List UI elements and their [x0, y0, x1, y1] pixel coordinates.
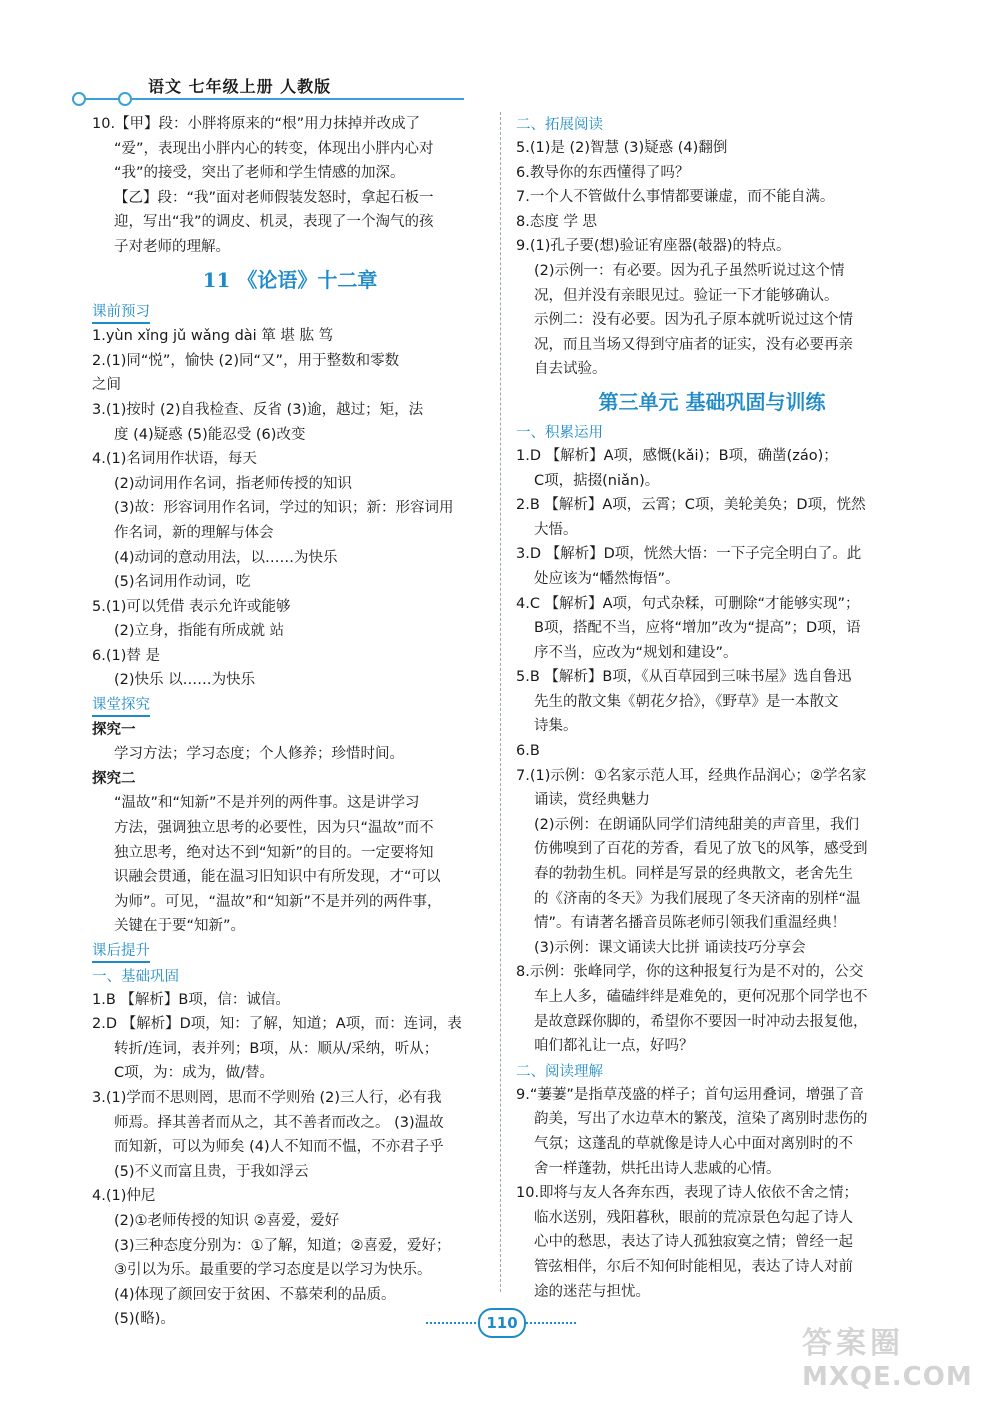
text-line: 3.D 【解析】D项，恍然大悟：一下子完全明白了。此 [516, 546, 862, 563]
chapter-title: 11 《论语》十二章 [202, 267, 378, 292]
left-column [92, 112, 488, 1332]
text-line: 心中的愁思，表达了诗人孤独寂寞之情；曾经一起 [534, 1234, 853, 1251]
text-line: (2)动词用作名词，指老师传授的知识 [114, 475, 353, 492]
text-line: 况，而且当场又得到守庙者的证实，没有必要再亲 [534, 336, 853, 353]
text-line: 春的勃勃生机。同样是写景的经典散文，老舍先生 [534, 866, 853, 883]
text-line: 6.(1)替 是 [92, 647, 160, 664]
text-line: 临水送别，残阳暮秋，眼前的荒凉景色勾起了诗人 [534, 1209, 853, 1226]
text-line: “温故”和“知新”不是并列的两件事。这是讲学习 [114, 795, 420, 812]
header-dot-icon [118, 92, 132, 106]
text-line: (2)快乐 以……为快乐 [114, 672, 256, 689]
text-line: 3.(1)学而不思则罔，思而不学则殆 (2)三人行，必有我 [92, 1089, 442, 1106]
text-line: 示例二：没有必要。因为孔子原本就听说过这个情 [534, 312, 853, 329]
text-line: 转折/连词，表并列；B项，从：顺从/采纳，听从； [114, 1040, 439, 1057]
text-line: (3)故：形容词用作名词，学过的知识；新：形容词用 [114, 500, 454, 517]
text-line: 诵读，赏经典魅力 [534, 792, 650, 809]
text-line: 仿佛嗅到了百花的芳香，看见了放飞的风筝，感受到 [534, 841, 868, 858]
text-line: 2.B 【解析】A项，云霄；C项，美轮美奂；D项，恍然 [516, 497, 866, 514]
text-line: 2.(1)同“悦”，愉快 (2)同“又”，用于整数和零数 [92, 352, 400, 369]
text-line: 3.(1)按时 (2)自我检查、反省 (3)逾，越过；矩，法 [92, 401, 424, 418]
text-line: 韵美，写出了水边草木的繁茂，渲染了离别时悲伤的 [534, 1111, 868, 1128]
text-line: 管弦相伴，尔后不知何时能相见，表达了诗人对前 [534, 1258, 853, 1275]
text-line: 方法，强调独立思考的必要性，因为只“温故”而不 [114, 820, 434, 837]
text-line: 探究二 [92, 770, 136, 787]
column-divider [500, 112, 501, 1292]
watermark-logo [802, 1318, 972, 1394]
text-line: 5.(1)可以凭借 表示允许或能够 [92, 598, 291, 615]
text-line: 序不当，应改为“规划和建设”。 [534, 644, 738, 661]
text-line: (2)立身，指能有所成就 站 [114, 623, 285, 640]
text-line: 6.教导你的东西懂得了吗？ [516, 164, 690, 181]
page-number: 110 [478, 1308, 526, 1338]
text-line: 处应该为“幡然悔悟”。 [534, 570, 680, 587]
footer-dots-right [526, 1322, 576, 1324]
text-line: 4.(1)名词用作状语，每天 [92, 451, 257, 468]
text-line: 4.(1)仲尼 [92, 1188, 156, 1205]
header-rule [78, 98, 464, 100]
text-line: 况，但并没有亲眼见过。验证一下才能够确认。 [534, 287, 839, 304]
subsection-heading-wrap [92, 939, 488, 964]
text-line: 迎，写出“我”的调皮、机灵，表现了一个淘气的孩 [114, 214, 434, 231]
text-line: (2)①老师传授的知识 ②喜爱，爱好 [114, 1212, 340, 1229]
text-line: 师焉。择其善者而从之，其不善者而改之。 (3)温故 [114, 1114, 444, 1131]
text-line: 1.yùn xǐng jǔ wǎng dài 箪 堪 肱 笃 [92, 328, 334, 345]
text-line: 的《济南的冬天》为我们展现了冬天济南的别样“温 [534, 890, 861, 907]
text-line: B项，搭配不当，应将“增加”改为“提高”；D项，语 [534, 620, 861, 637]
text-line: 先生的散文集《朝花夕拾》，《野草》是一本散文 [534, 693, 839, 710]
text-line: 诗集。 [534, 718, 578, 735]
subsection-heading: 课前预习 [92, 302, 150, 324]
section-heading: 二、拓展阅读 [516, 117, 603, 133]
text-line: “我”的接受，突出了老师和学生情感的加深。 [114, 165, 405, 182]
text-line: 舍一样蓬勃，烘托出诗人悲戚的心情。 [534, 1160, 781, 1177]
subsection-heading-wrap [92, 300, 488, 325]
text-line: 车上人多，磕磕绊绊是难免的，更何况那个同学也不 [534, 989, 868, 1005]
text-line: 8.态度 学 思 [516, 213, 598, 230]
text-line: C项，掂掇(niǎn)。 [534, 472, 660, 489]
text-line: 大悟。 [534, 521, 578, 538]
text-line: (2)示例：在朗诵队同学们清纯甜美的声音里，我们 [534, 816, 860, 833]
text-line: 而知新，可以为师矣 (4)人不知而不愠，不亦君子乎 [114, 1139, 444, 1156]
subsection-heading: 课后提升 [92, 941, 150, 963]
subsection-heading: 课堂探究 [92, 695, 150, 717]
text-line: (3)三种态度分别为：①了解，知道；②喜爱，爱好； [114, 1237, 451, 1254]
text-line: 为师”。可见，“温故”和“知新”不是并列的两件事， [114, 893, 442, 910]
chapter-title: 第三单元 基础巩固与训练 [598, 389, 826, 414]
footer-dots-left [426, 1322, 476, 1324]
text-line: 子对老师的理解。 [114, 238, 230, 255]
section-heading: 二、阅读理解 [516, 1063, 603, 1080]
text-line: 度 (4)疑惑 (5)能忍受 (6)改变 [114, 426, 306, 443]
text-line: (3)示例：课文诵读大比拼 诵读技巧分享会 [534, 939, 806, 956]
page-header [0, 0, 1000, 110]
text-line: 1.D 【解析】A项，感慨(kǎi)；B项，确凿(záo)； [516, 447, 838, 464]
text-line: 识融会贯通，能在温习旧知识中有所发现，才“可以 [114, 869, 441, 886]
text-line: 10.即将与友人各奔东西，表现了诗人依依不舍之情； [516, 1185, 859, 1202]
text-line: 自去试验。 [534, 361, 607, 378]
text-line: 情”。有请著名播音员陈老师引领我们重温经典！ [534, 915, 847, 932]
text-line: 1.B 【解析】B项，信：诚信。 [92, 991, 290, 1008]
section-heading: 一、积累运用 [516, 424, 603, 441]
text-line: 6.B [516, 743, 540, 760]
text-line: C项，为：成为，做/替。 [114, 1065, 275, 1082]
text-line: 关键在于要“知新”。 [114, 918, 246, 935]
text-line: 5.(1)是 (2)智慧 (3)疑惑 (4)翻倒 [516, 140, 728, 156]
text-line: 7.一个人不管做什么事情都要谦虚，而不能自满。 [516, 189, 835, 206]
book-title: 语文 七年级上册 人教版 [148, 77, 332, 96]
text-line: (4)体现了颜回安于贫困、不慕荣利的品质。 [114, 1286, 396, 1303]
text-line: 之间 [92, 377, 121, 394]
text-line: 4.C 【解析】A项，句式杂糅，可删除“才能够实现”； [516, 595, 860, 612]
text-line: 气氛；这蓬乱的草就像是诗人心中面对离别时的不 [534, 1135, 853, 1152]
text-line: 途的迷茫与担忧。 [534, 1283, 650, 1300]
subsection-heading-wrap [92, 693, 488, 718]
header-dot-icon [72, 92, 86, 106]
text-line: (5)不义而富且贵，于我如浮云 [114, 1163, 309, 1180]
text-line: 9.“萋萋”是指草茂盛的样子；首句运用叠词，增强了音 [516, 1086, 864, 1103]
text-line: “爱”，表现出小胖内心的转变，体现出小胖内心对 [114, 140, 434, 157]
watermark-text: 答案圈 [802, 1326, 904, 1361]
section-heading: 一、基础巩固 [92, 968, 179, 985]
text-line: (2)示例一：有必要。因为孔子虽然听说过这个情 [534, 262, 845, 279]
text-line: (4)动词的意动用法，以……为快乐 [114, 549, 338, 566]
text-line: 独立思考，绝对达不到“知新”的目的。一定要将知 [114, 844, 434, 861]
text-line: (5)名词用作动词，吃 [114, 574, 251, 591]
text-line: 咱们都礼让一点，好吗？ [534, 1038, 694, 1055]
text-line: 是故意踩你脚的，希望你不要因一时冲动去报复他， [534, 1013, 868, 1030]
right-column [516, 112, 908, 1304]
text-line: 学习方法；学习态度；个人修养；珍惜时间。 [114, 746, 404, 763]
text-line: 10.【甲】段：小胖将原来的“根”用力抹掉并改成了 [92, 116, 421, 132]
text-line: 5.B 【解析】B项，《从百草园到三味书屋》选自鲁迅 [516, 669, 852, 686]
text-line: 7.(1)示例：①名家示范人耳，经典作品润心；②学名家 [516, 767, 867, 784]
text-line: (5)(略)。 [114, 1311, 175, 1328]
text-line: 8.示例：张峰同学，你的这种报复行为是不对的，公交 [516, 964, 864, 981]
watermark-domain: MXQE.COM [802, 1362, 973, 1392]
text-line: 2.D 【解析】D项，知：了解，知道；A项，而：连词，表 [92, 1016, 462, 1033]
text-line: 作名词，新的理解与体会 [114, 524, 274, 541]
text-line: 【乙】段：“我”面对老师假装发怒时，拿起石板一 [114, 189, 434, 206]
text-line: ③引以为乐。最重要的学习态度是以学习为快乐。 [114, 1262, 432, 1279]
text-line: 探究一 [92, 721, 136, 738]
text-line: 9.(1)孔子要(想)验证宥座器(攲器)的特点。 [516, 238, 791, 255]
